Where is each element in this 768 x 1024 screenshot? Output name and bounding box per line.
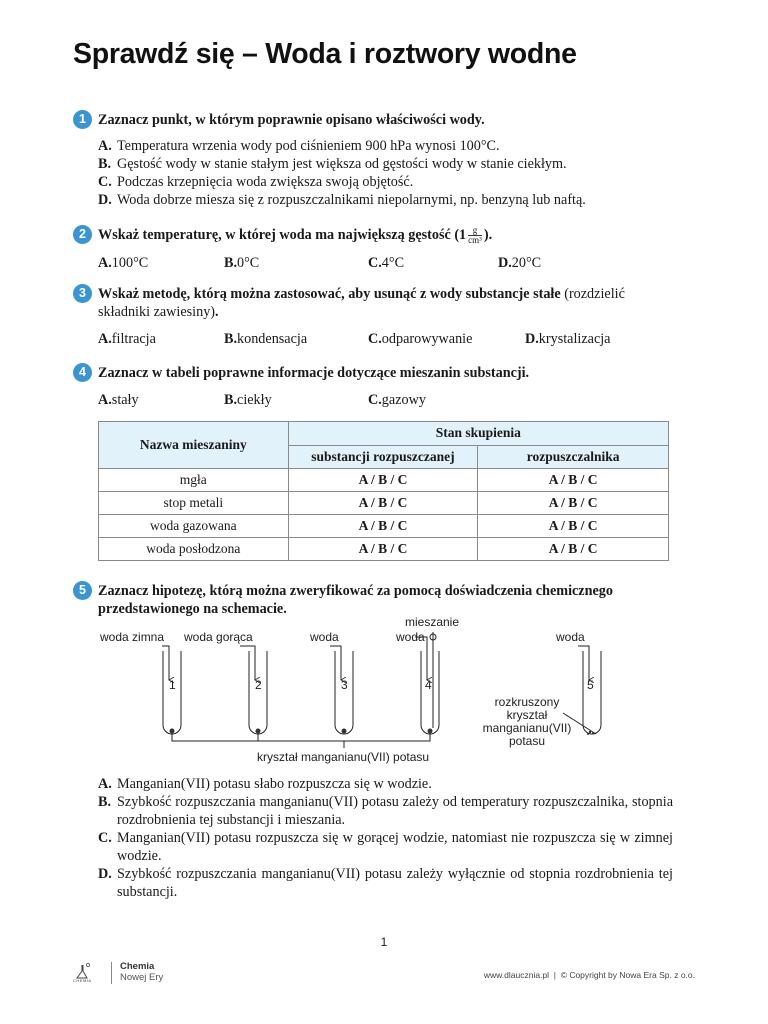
- question-text: Wskaż temperaturę, w której woda ma największą gęstość (1 $\frac{g}{\text{cm³}}$ ).: [98, 225, 493, 246]
- answer-option[interactable]: C. Manganian(VII) potasu rozpuszcza się w gorącej wodzie, natomiast nie rozpuszcza się w zimnej wodzie.: [98, 830, 673, 864]
- crushed-label-line: potasu: [508, 734, 546, 748]
- legend-option: A. stały: [98, 392, 139, 408]
- tube-number: 4: [425, 678, 432, 692]
- answer-option[interactable]: D. Szybkość rozpuszczania manganianu(VII) potasu zależy wyłącznie od stopnia rozdrobnienia tej substancji.: [98, 866, 673, 900]
- tube-number: 2: [255, 678, 262, 692]
- crystal: [342, 729, 347, 734]
- answer-option[interactable]: B. Gęstość wody w stanie stałym jest większa od gęstości wody w stanie ciekłym.: [98, 156, 567, 172]
- solute-answer-cell[interactable]: A / B / C: [288, 492, 478, 515]
- crystal: [428, 729, 433, 734]
- answer-option[interactable]: D. 20°C: [498, 255, 542, 272]
- tube-number: 3: [341, 678, 348, 692]
- header-mixture-name: Nazwa mieszaniny: [99, 422, 289, 469]
- table-row: [99, 492, 669, 515]
- answer-option[interactable]: C. 4°C: [368, 255, 405, 272]
- question-1: [73, 111, 673, 209]
- mixture-name: woda posłodzona: [99, 538, 289, 561]
- header-solvent: rozpuszczalnika: [478, 445, 669, 469]
- mixtures-table: [98, 421, 669, 561]
- page-title: Sprawdź się – Woda i roztwory wodne: [73, 38, 577, 70]
- crystal-label: kryształ manganianu(VII) potasu: [257, 750, 430, 764]
- answer-option[interactable]: C. Podczas krzepnięcia woda zwiększa swoją objętość.: [98, 174, 414, 190]
- test-tube-5: [583, 651, 601, 734]
- question-number: 2: [73, 225, 92, 244]
- test-tube-2: [249, 651, 267, 734]
- table-row: [99, 538, 669, 561]
- test-tube-4: [421, 651, 439, 734]
- answer-list: [98, 254, 673, 272]
- question-number: 4: [73, 363, 92, 382]
- crushed-label-line: kryształ: [506, 708, 548, 722]
- label-water-3: woda: [310, 630, 339, 644]
- density-unit-fraction: $\frac{g}{\text{cm³}}$: [468, 225, 482, 246]
- label-water-4: woda: [396, 630, 425, 644]
- answer-list: [98, 775, 673, 901]
- question-text: Zaznacz w tabeli poprawne informacje dotyczące mieszanin substancji.: [98, 365, 530, 381]
- test-tube-3: [335, 651, 353, 734]
- copyright: www.dlaucznia.pl | © Copyright by Nowa Era Sp. z o.o.: [483, 970, 695, 980]
- brand-bottom: Nowej Ery: [120, 972, 164, 983]
- answer-option[interactable]: D. krystalizacja: [525, 331, 611, 347]
- question-text: Zaznacz hipotezę, którą można zweryfikować za pomocą doświadczenia chemicznego przedstawionego na schemacie.: [98, 583, 613, 617]
- question-2: [73, 226, 673, 272]
- label-stirring: mieszanie: [405, 615, 460, 629]
- header-solute: substancji rozpuszczanej: [288, 445, 478, 469]
- legend-option: B. ciekły: [224, 392, 272, 408]
- test-tube-1: [163, 651, 181, 734]
- table-row: [99, 515, 669, 538]
- solvent-answer-cell[interactable]: A / B / C: [478, 492, 669, 515]
- answer-option[interactable]: C. odparowywanie: [368, 331, 473, 347]
- answer-option[interactable]: B. 0°C: [224, 255, 260, 272]
- question-number: 1: [73, 110, 92, 129]
- solvent-answer-cell[interactable]: A / B / C: [478, 515, 669, 538]
- label-hot-water: woda gorąca: [184, 630, 253, 644]
- experiment-diagram: [0, 612, 768, 772]
- answer-list: [98, 330, 673, 348]
- brand-top: Chemia: [120, 961, 155, 972]
- page-number: 1: [380, 935, 388, 949]
- table-row: [99, 469, 669, 492]
- question-text: Wskaż metodę, którą można zastosować, aby usunąć z wody substancje stałe (rozdzielić składniki zawiesiny).: [98, 286, 625, 320]
- mixture-name: mgła: [99, 469, 289, 492]
- label-water-5: woda: [556, 630, 585, 644]
- header-state: Stan skupienia: [288, 422, 668, 446]
- tube-number: 1: [169, 678, 176, 692]
- answer-option[interactable]: B. Szybkość rozpuszczania manganianu(VII) potasu zależy od temperatury rozpuszczalnika, stopnia rozdrobnienia tej substancji i mieszania.: [98, 794, 673, 828]
- mixture-name: stop metali: [99, 492, 289, 515]
- logo-text: CHEMIA: [73, 978, 92, 983]
- crystal: [256, 729, 261, 734]
- answer-option[interactable]: A. filtracja: [98, 331, 156, 347]
- crushed-crystal: [589, 731, 591, 733]
- answer-option[interactable]: A. 100°C: [98, 255, 149, 272]
- crushed-label-line: manganianu(VII): [482, 721, 572, 735]
- question-number: 5: [73, 581, 92, 600]
- legend-option: C. gazowy: [368, 392, 426, 408]
- answer-option[interactable]: A. Temperatura wrzenia wody pod ciśnieniem 900 hPa wynosi 100°C.: [98, 138, 500, 154]
- answer-option[interactable]: D. Woda dobrze miesza się z rozpuszczalnikami niepolarnymi, np. benzyną lub naftą.: [98, 192, 586, 208]
- answer-option[interactable]: B. kondensacja: [224, 331, 308, 347]
- solute-answer-cell[interactable]: A / B / C: [288, 515, 478, 538]
- answer-option[interactable]: A. Manganian(VII) potasu słabo rozpuszcza się w wodzie.: [98, 776, 432, 792]
- question-5-answers: [73, 775, 673, 901]
- question-number: 3: [73, 284, 92, 303]
- legend-list: [98, 391, 673, 409]
- label-cold-water: woda zimna: [100, 630, 165, 644]
- question-4: [73, 364, 673, 409]
- solvent-answer-cell[interactable]: A / B / C: [478, 469, 669, 492]
- tube-number: 5: [587, 678, 594, 692]
- solute-answer-cell[interactable]: A / B / C: [288, 538, 478, 561]
- solute-answer-cell[interactable]: A / B / C: [288, 469, 478, 492]
- crushed-label-line: rozkruszony: [494, 695, 560, 709]
- question-3: [73, 285, 673, 348]
- crystal: [170, 729, 175, 734]
- mixture-name: woda gazowana: [99, 515, 289, 538]
- answer-list: [98, 137, 673, 209]
- question-text: Zaznacz punkt, w którym poprawnie opisano właściwości wody.: [98, 112, 485, 128]
- solvent-answer-cell[interactable]: A / B / C: [478, 538, 669, 561]
